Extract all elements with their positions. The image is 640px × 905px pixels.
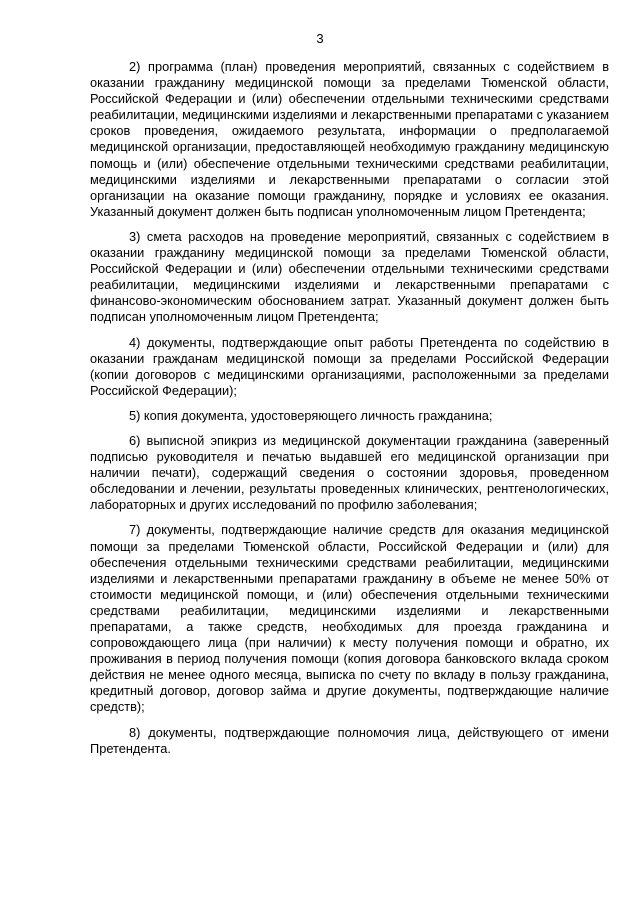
document-body (90, 59, 609, 766)
paragraph-item-7: 7) документы, подтверждающие наличие средств для оказания медицинской помощи за пределами Тюменской области, Российской Федерации и (или) для обеспечения отдельными техническими средствами реабилитации, медицинскими изделиями и лекарственными препаратами гражданину в объеме не менее 50% от стоимости медицинской помощи, и (или) обеспечения отдельными техническими средствами реабилитации, медицинскими изделиями и лекарственными препаратами, а также средств, необходимых для проезда гражданина и сопровождающего лица (при наличии) к месту получения помощи и обратно, их проживания в период получения помощи (копия договора банковского вклада сроком действия не менее одного месяца, выписка по счету по вкладу в пользу гражданина, кредитный договор, договор займа и другие документы, подтверждающие наличие средств); (90, 522, 609, 715)
paragraph-item-4: 4) документы, подтверждающие опыт работы Претендента по содействию в оказании гражданам медицинской помощи за пределами Российской Федерации (копии договоров с медицинскими организациями, расположенными за пределами Российской Федерации); (90, 334, 609, 398)
paragraph-item-8: 8) документы, подтверждающие полномочия лица, действующего от имени Претендента. (90, 724, 609, 756)
paragraph-item-6: 6) выписной эпикриз из медицинской документации гражданина (заверенный подписью руководителя и печатью выдавшей его медицинской организации при наличии печати), содержащий сведения о состоянии здоровья, проведенном обследовании и лечении, результаты проведенных клинических, рентгенологических, лабораторных и других исследований по профилю заболевания; (90, 432, 609, 513)
page-number: 3 (316, 31, 324, 46)
paragraph-item-5: 5) копия документа, удостоверяющего личность гражданина; (129, 407, 493, 423)
paragraph-item-3: 3) смета расходов на проведение мероприятий, связанных с содействием в оказании гражданину медицинской помощи за пределами Тюменской области, Российской Федерации и (или) обеспечении отдельными техническими средствами реабилитации, медицинскими изделиями и лекарственными препаратами с финансово-экономическим обоснованием затрат. Указанный документ должен быть подписан уполномоченным лицом Претендента; (90, 228, 609, 325)
paragraph-item-2: 2) программа (план) проведения мероприятий, связанных с содействием в оказании гражданину медицинской помощи за пределами Тюменской области, Российской Федерации и (или) обеспечении отдельными техническими средствами реабилитации, медицинскими изделиями и лекарственными препаратами с указанием сроков проведения, ожидаемого результата, информации о предполагаемой медицинской организации, предоставляющей необходимую гражданину медицинскую помощь и (или) обеспечение отдельными техническими средствами реабилитации, медицинскими изделиями и лекарственными препаратами о согласии этой организации на оказание помощи гражданину, порядке и условиях ее оказания. Указанный документ должен быть подписан уполномоченным лицом Претендента; (90, 59, 609, 219)
